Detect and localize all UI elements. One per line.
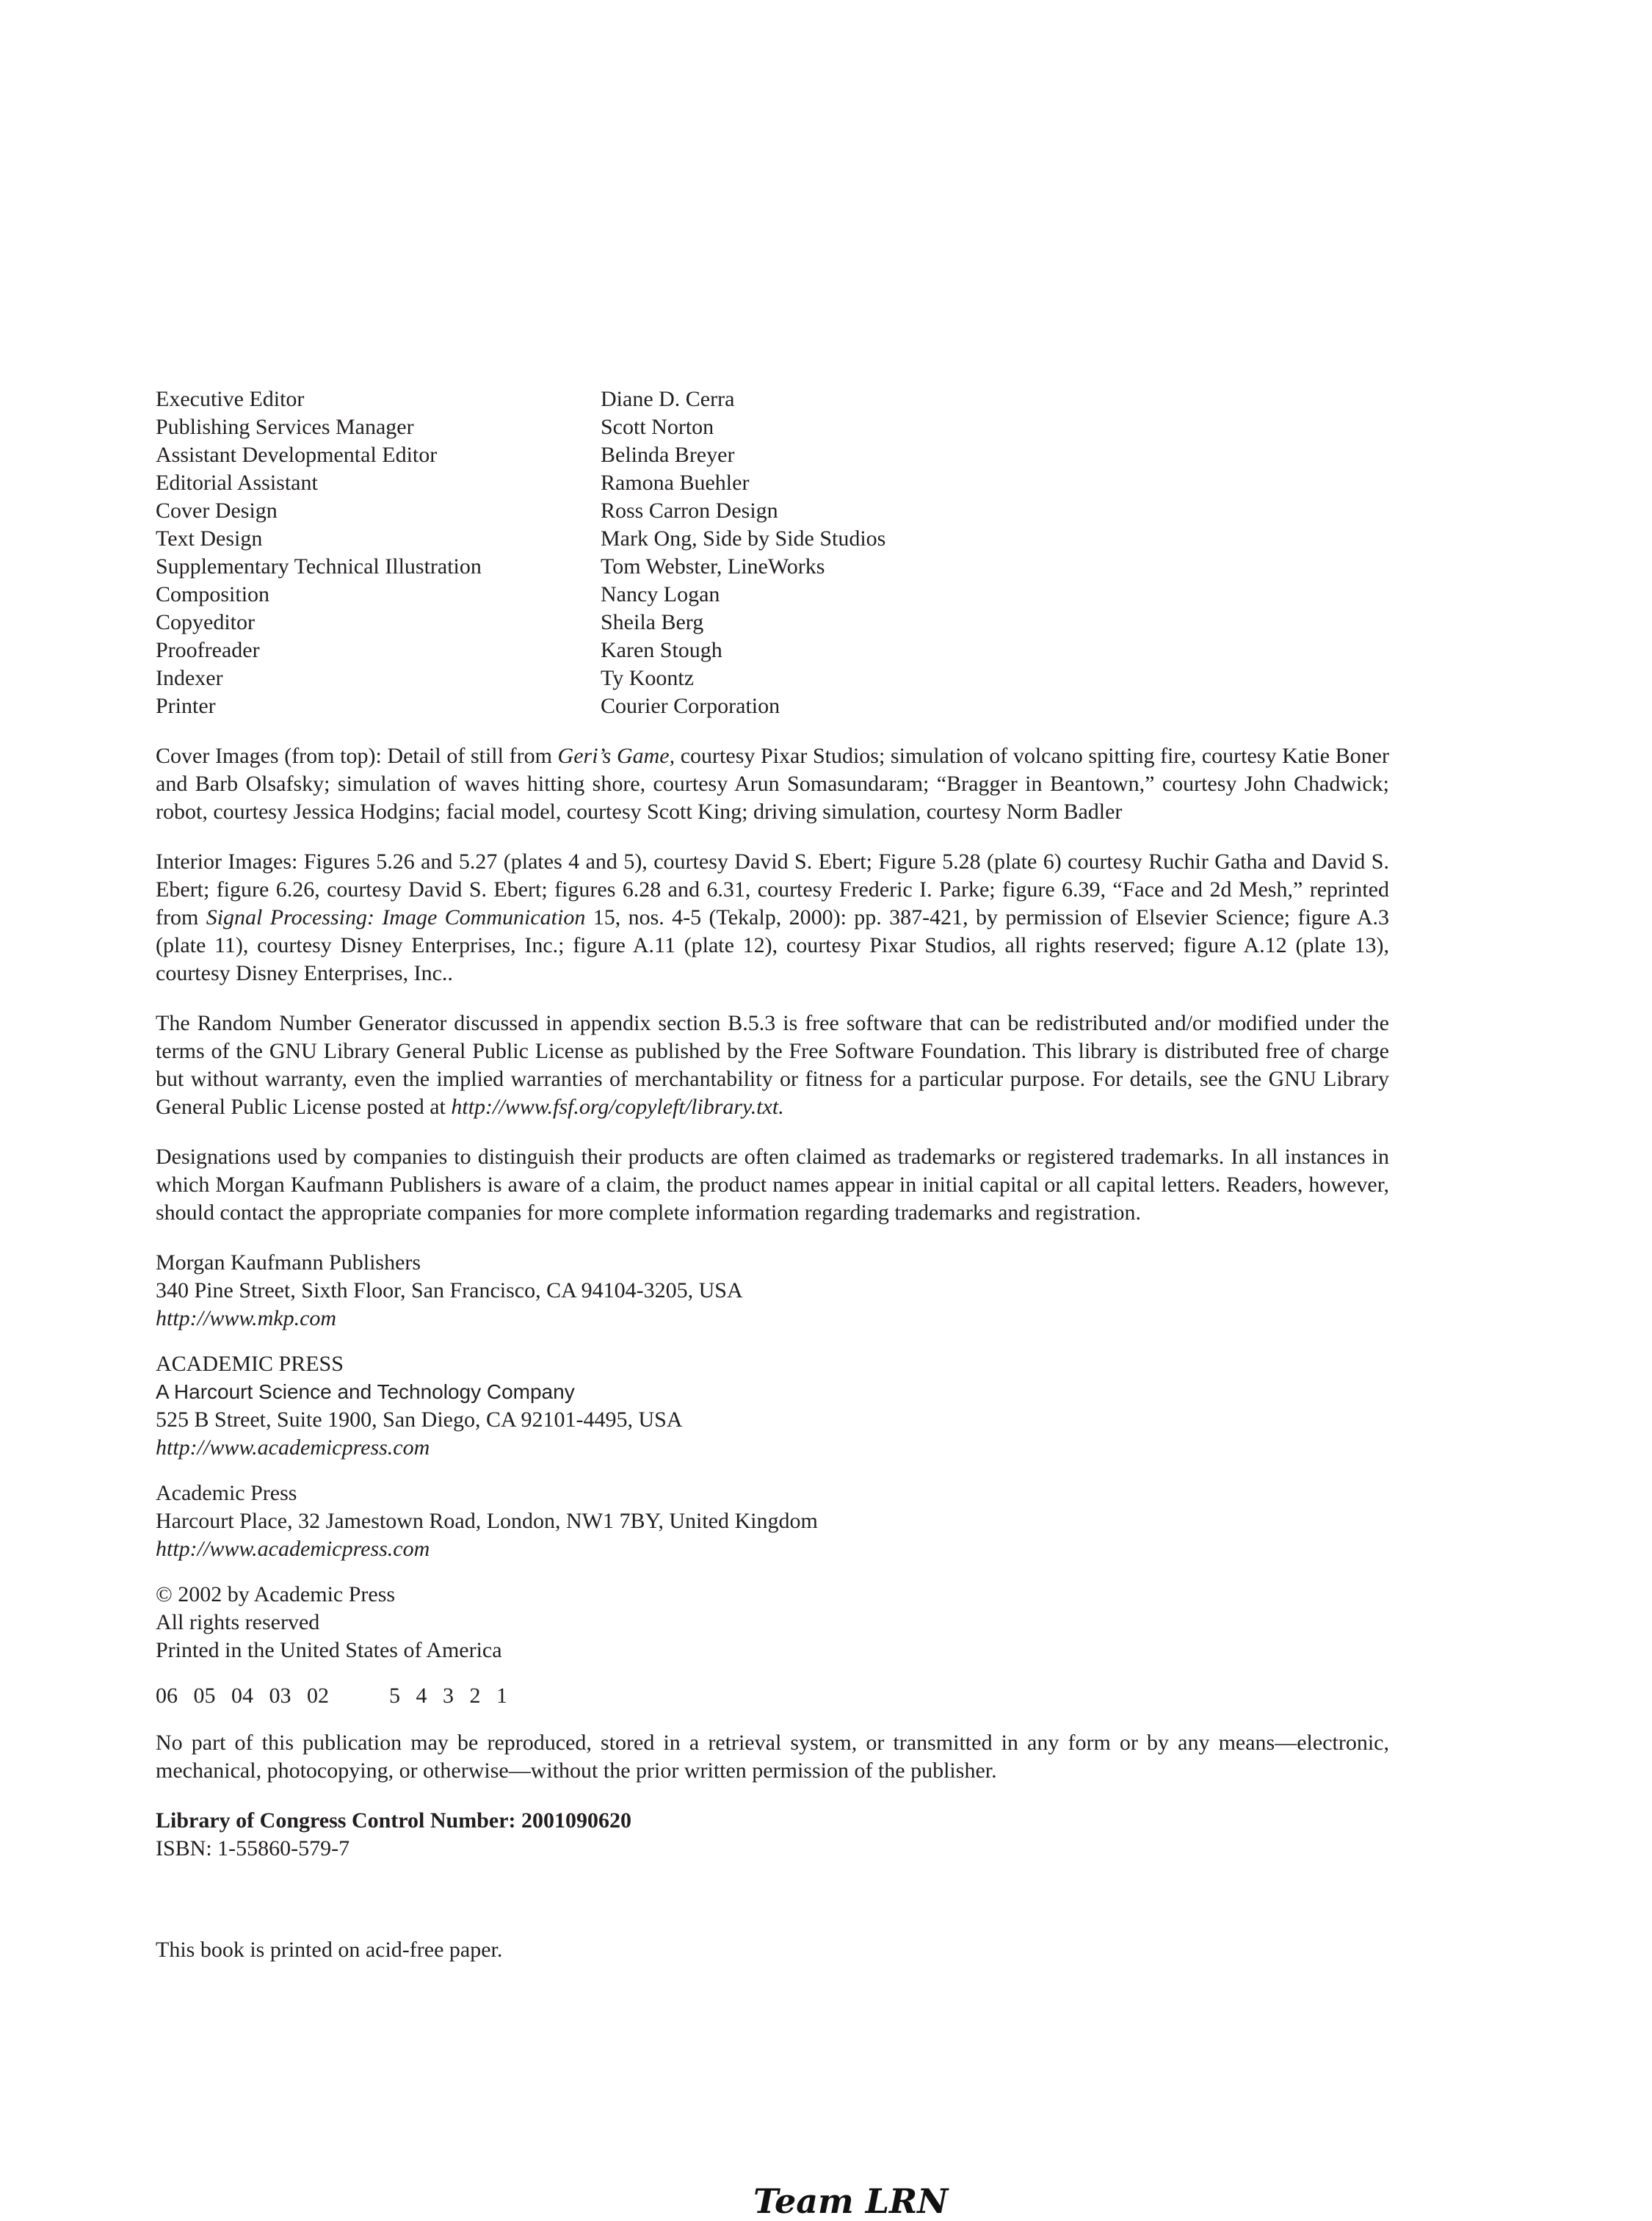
print-years: 06 05 04 03 02 xyxy=(156,1684,329,1708)
page-content xyxy=(156,385,1389,1986)
credit-role: Supplementary Technical Illustration xyxy=(156,554,482,579)
credit-name: Tom Webster, LineWorks xyxy=(601,554,825,579)
ap-uk-name: Academic Press xyxy=(156,1481,297,1505)
credit-name: Belinda Breyer xyxy=(601,443,735,467)
credit-name: Ty Koontz xyxy=(601,666,695,690)
gnu-license-url: http://www.fsf.org/copyleft/library.txt. xyxy=(451,1095,784,1119)
credit-name: Scott Norton xyxy=(601,415,714,439)
mk-url: http://www.mkp.com xyxy=(156,1306,337,1330)
credit-name: Ramona Buehler xyxy=(601,471,750,495)
interior-images-paragraph xyxy=(156,848,1389,988)
rng-text: The Random Number Generator discussed in appendix section B.5.3 is free software that can be redistributed and/or modified under the terms of the GNU Library General Public License as published by the Free Software Foundation. This library is distributed free of charge but without warranty, even the implied warranties of merchantability or fitness for a particular purpose. For details, see the GNU Library General Public License posted at xyxy=(156,1011,1389,1119)
mk-name: Morgan Kaufmann Publishers xyxy=(156,1250,421,1275)
isbn: ISBN: 1-55860-579-7 xyxy=(156,1836,350,1861)
credit-role: Cover Design xyxy=(156,499,278,523)
ap-uk-address-block xyxy=(156,1479,1389,1563)
ap-us-name: ACADEMIC PRESS xyxy=(156,1352,344,1376)
credit-name: Karen Stough xyxy=(601,638,722,662)
interior-images-text-rest: 15, nos. 4-5 (Tekalp, 2000): pp. 387-421, by permission of Elsevier Science; figure A.3 (plate 11), courtesy Disney Enterprises, Inc.; figure A.11 (plate 12), courtesy Pixar Studios, all rights reserved; figure A.12 (plate 13), courtesy Disney Enterprises, Inc.. xyxy=(156,905,1389,985)
credit-role: Copyeditor xyxy=(156,610,255,634)
printed-in: Printed in the United States of America xyxy=(156,1638,502,1662)
mk-address-block xyxy=(156,1249,1389,1333)
credit-name: Diane D. Cerra xyxy=(601,387,735,411)
ap-uk-url: http://www.academicpress.com xyxy=(156,1537,430,1561)
team-lrn-footer: Team LRN xyxy=(753,2181,949,2221)
no-part-paragraph: No part of this publication may be reproduced, stored in a retrieval system, or transmitted in any form or by any means—electronic, mechanical, photocopying, or otherwise—without the prior written permission of the publisher. xyxy=(156,1731,1389,1783)
credit-role: Proofreader xyxy=(156,638,260,662)
loc-control-number: Library of Congress Control Number: 2001090620 xyxy=(156,1808,632,1833)
credit-role: Publishing Services Manager xyxy=(156,415,414,439)
catalog-block xyxy=(156,1807,1389,1863)
credit-role: Printer xyxy=(156,694,216,718)
credit-role: Executive Editor xyxy=(156,387,305,411)
copyright-notice: © 2002 by Academic Press xyxy=(156,1582,396,1606)
credit-name: Ross Carron Design xyxy=(601,499,778,523)
print-runs: 5 4 3 2 1 xyxy=(389,1684,507,1708)
credit-name: Nancy Logan xyxy=(601,582,720,606)
cover-images-text-rest: courtesy Pixar Studios; simulation of volcano spitting fire, courtesy Katie Boner and Barb Olsafsky; simulation of waves hitting shore, courtesy Arun Somasundaram; “Bragger in Beantown,” courtesy John Chadwick; robot, courtesy Jessica Hodgins; facial model, courtesy Scott King; driving simulation, courtesy Norm Badler xyxy=(156,744,1389,824)
cover-images-title: Geri’s Game, xyxy=(557,744,675,768)
ap-uk-address: Harcourt Place, 32 Jamestown Road, London, NW1 7BY, United Kingdom xyxy=(156,1509,818,1533)
credit-role: Indexer xyxy=(156,666,223,690)
credit-name: Mark Ong, Side by Side Studios xyxy=(601,526,886,551)
trademarks-paragraph: Designations used by companies to distinguish their products are often claimed as trademarks or registered trademarks. In all instances in which Morgan Kaufmann Publishers is aware of a claim, the product names appear in initial capital or all capital letters. Readers, however, should contact the appropriate companies for more complete information regarding trademarks and registration. xyxy=(156,1145,1389,1225)
credit-name: Courier Corporation xyxy=(601,694,780,718)
ap-us-address: 525 B Street, Suite 1900, San Diego, CA 92101-4495, USA xyxy=(156,1407,683,1432)
credit-role: Text Design xyxy=(156,526,263,551)
print-line xyxy=(156,1682,1389,1710)
cover-images-paragraph xyxy=(156,742,1389,826)
credit-role: Editorial Assistant xyxy=(156,471,318,495)
rights-reserved: All rights reserved xyxy=(156,1610,320,1634)
credit-role: Assistant Developmental Editor xyxy=(156,443,438,467)
acid-free-note: This book is printed on acid-free paper. xyxy=(156,1938,503,1962)
credits-list xyxy=(156,385,1389,720)
cover-images-text: Cover Images (from top): Detail of still from xyxy=(156,744,558,768)
mk-address: 340 Pine Street, Sixth Floor, San Francisco, CA 94104-3205, USA xyxy=(156,1278,743,1302)
ap-us-url: http://www.academicpress.com xyxy=(156,1435,430,1460)
credit-name: Sheila Berg xyxy=(601,610,704,634)
rng-paragraph xyxy=(156,1010,1389,1121)
interior-images-text: Interior Images: Figures 5.26 and 5.27 (plates 4 and 5), courtesy David S. Ebert; Figure 5.28 (plate 6) courtesy Ruchir Gatha and David S. Ebert; figure 6.26, courtesy David S. Ebert; figures 6.28 and 6.31, courtesy Frederic I. Parke; figure 6.39, “Face and 2d Mesh,” reprinted from xyxy=(156,849,1389,930)
ap-us-address-block xyxy=(156,1350,1389,1462)
interior-images-journal: Signal Processing: Image Communication xyxy=(206,905,586,930)
credit-role: Composition xyxy=(156,582,270,606)
copyright-block xyxy=(156,1581,1389,1664)
ap-us-tagline: A Harcourt Science and Technology Company xyxy=(156,1380,575,1403)
